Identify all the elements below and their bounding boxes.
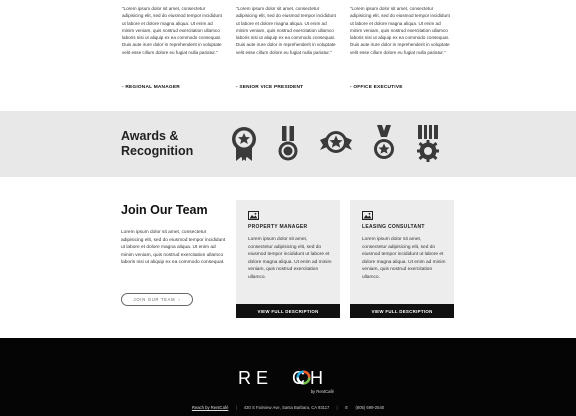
reach-logo[interactable] [238,368,338,398]
testimonial-1 [122,5,226,90]
chevron-right-icon: › [178,297,181,302]
join-our-team-button[interactable] [121,293,193,306]
job-description: Lorem ipsum dolor sit amet, consectetur adipisicing elit, sed do eiusmod tempor incididunt ut labore et dolore magna aliqua. Ut enim ad minim veniam, quis nostrud exercitation ullamco. [248,237,332,280]
footer-home-link[interactable]: Reach by RentCafé [191,405,229,410]
image-icon [362,211,373,220]
testimonial-quote: “Lorem ipsum dolor sit amet, consectetur adipisicing elit, sed do eiusmod tempor incididunt ut labore et dolore magna aliqua. Ut enim ad minim veniam, quis nostrud exercitation ullamco laboris nisi ut aliquip ex ea commodo consequat. Duis aute irure dolor in reprehenderit in voluptate velit esse cillum dolore eu fugiat nulla pariatur.” [236,6,336,55]
phone-icon: ✆ [344,405,349,410]
site-footer [0,338,576,416]
image-icon [248,211,259,220]
job-title: PROPERTY MANAGER [248,224,308,230]
gear-medal-icon [410,123,446,163]
footer-separator: | [336,405,338,410]
testimonial-role: - REGIONAL MANAGER [122,85,180,90]
job-card-leasing-consultant [350,200,454,318]
testimonial-role: - OFFICE EXECUTIVE [350,85,403,90]
logo-subtitle: by RentCafé [310,389,334,394]
logo-ring-icon [296,370,311,385]
view-full-description-button[interactable]: VIEW FULL DESCRIPTION [350,304,454,318]
job-title: LEASING CONSULTANT [362,224,425,230]
star-banner-icon [318,123,354,163]
team-title: Join Our Team [121,203,208,217]
awards-title [121,129,211,158]
job-card-property-manager [236,200,340,318]
footer-info-bar [0,405,576,410]
star-medal-icon [366,123,402,163]
join-button-label: JOIN OUR TEAM [133,297,176,302]
footer-phone[interactable]: (805) 699-2540 [355,405,385,410]
testimonial-3 [350,5,454,90]
testimonials-section [0,0,576,111]
testimonial-role: - SENIOR VICE PRESIDENT [236,85,304,90]
awards-title-line2: Recognition [121,143,194,158]
medal-icon [270,123,306,163]
view-full-description-button[interactable]: VIEW FULL DESCRIPTION [236,304,340,318]
team-description: Lorem ipsum dolor sit amet, consectetur adipisicing elit, sed do eiusmod tempor incididunt ut labore et dolore magna aliqua. Ut enim ad minim veniam, quis nostrud exercitation ullamco laboris nisi ut aliquip ex ea commodo consequat. [121,230,226,266]
testimonial-quote: “Lorem ipsum dolor sit amet, consectetur adipisicing elit, sed do eiusmod tempor incididunt ut labore et dolore magna aliqua. Ut enim ad minim veniam, quis nostrud exercitation ullamco laboris nisi ut aliquip ex ea commodo consequat. Duis aute irure dolor in reprehenderit in voluptate velit esse cillum dolore eu fugiat nulla pariatur.” [350,6,450,55]
ribbon-badge-icon [226,123,262,163]
awards-section [0,111,576,177]
logo-wordmark: RE CH [238,368,329,388]
testimonial-2 [236,5,340,90]
join-team-section [0,177,576,338]
footer-address[interactable]: 430 S Fairview Ave, Santa Barbara, CA 93117 [243,405,330,410]
testimonial-quote: “Lorem ipsum dolor sit amet, consectetur adipisicing elit, sed do eiusmod tempor incididunt ut labore et dolore magna aliqua. Ut enim ad minim veniam, quis nostrud exercitation ullamco laboris nisi ut aliquip ex ea commodo consequat. Duis aute irure dolor in reprehenderit in voluptate velit esse cillum dolore eu fugiat nulla pariatur.” [122,6,222,55]
job-description: Lorem ipsum dolor sit amet, consectetur adipisicing elit, sed do eiusmod tempor incididunt ut labore et dolore magna aliqua. Ut enim ad minim veniam, quis nostrud exercitation ullamco. [362,237,446,280]
awards-title-line1: Awards & [121,129,179,143]
footer-separator: | [235,405,237,410]
